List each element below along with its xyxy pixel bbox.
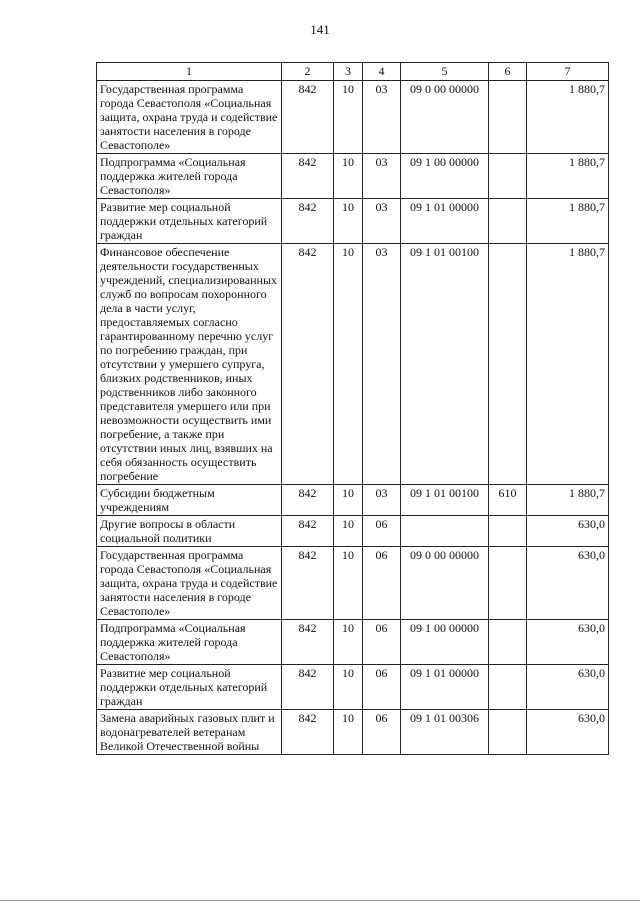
subsection-code: 06 (363, 710, 401, 755)
target-item-code: 09 1 00 00000 (401, 154, 489, 199)
section-code: 10 (334, 244, 363, 485)
page-number: 141 (310, 22, 330, 37)
amount: 1 880,7 (527, 485, 609, 516)
column-header: 1 (97, 63, 282, 81)
amount: 630,0 (527, 665, 609, 710)
row-name: Финансовое обеспечение деятельности государственных учреждений, специализированных служб по вопросам похоронного дела в части услуг, предоставляемых согласно гарантированному перечню услуг по погребению граждан, при отсутствии у умершего супруга, близких родственников, иных родственников либо законного представителя умершего или при невозможности осуществить ими погребение, а также при отсутствии иных лиц, взявших на себя обязанность осуществить погребение (97, 244, 282, 485)
table-row (97, 81, 609, 154)
target-item-code: 09 1 01 00306 (401, 710, 489, 755)
amount: 1 880,7 (527, 199, 609, 244)
dept-code: 842 (282, 620, 334, 665)
amount: 630,0 (527, 516, 609, 547)
expense-type-code: 610 (489, 485, 527, 516)
table-row (97, 485, 609, 516)
column-header: 7 (527, 63, 609, 81)
section-code: 10 (334, 81, 363, 154)
expense-type-code (489, 154, 527, 199)
row-name: Подпрограмма «Социальная поддержка жителей города Севастополя» (97, 620, 282, 665)
section-code: 10 (334, 665, 363, 710)
amount: 630,0 (527, 620, 609, 665)
column-header: 4 (363, 63, 401, 81)
expense-type-code (489, 710, 527, 755)
section-code: 10 (334, 710, 363, 755)
target-item-code: 09 1 01 00000 (401, 199, 489, 244)
table-row (97, 516, 609, 547)
expense-type-code (489, 516, 527, 547)
target-item-code: 09 1 00 00000 (401, 620, 489, 665)
target-item-code: 09 1 01 00100 (401, 485, 489, 516)
section-code: 10 (334, 199, 363, 244)
dept-code: 842 (282, 485, 334, 516)
row-name: Развитие мер социальной поддержки отдельных категорий граждан (97, 199, 282, 244)
table-row (97, 244, 609, 485)
row-name: Другие вопросы в области социальной политики (97, 516, 282, 547)
target-item-code: 09 1 01 00000 (401, 665, 489, 710)
dept-code: 842 (282, 199, 334, 244)
table-row (97, 547, 609, 620)
column-header: 3 (334, 63, 363, 81)
column-header: 6 (489, 63, 527, 81)
section-code: 10 (334, 485, 363, 516)
amount: 1 880,7 (527, 81, 609, 154)
table-row (97, 154, 609, 199)
table-row (97, 620, 609, 665)
row-name: Государственная программа города Севастополя «Социальная защита, охрана труда и содействие занятости населения в городе Севастополе» (97, 547, 282, 620)
amount: 1 880,7 (527, 244, 609, 485)
row-name: Подпрограмма «Социальная поддержка жителей города Севастополя» (97, 154, 282, 199)
table-header-row (97, 63, 609, 81)
row-name: Развитие мер социальной поддержки отдельных категорий граждан (97, 665, 282, 710)
target-item-code: 09 1 01 00100 (401, 244, 489, 485)
dept-code: 842 (282, 516, 334, 547)
column-header: 5 (401, 63, 489, 81)
expense-type-code (489, 244, 527, 485)
table-row (97, 710, 609, 755)
amount: 1 880,7 (527, 154, 609, 199)
target-item-code: 09 0 00 00000 (401, 547, 489, 620)
dept-code: 842 (282, 244, 334, 485)
subsection-code: 06 (363, 665, 401, 710)
row-name: Государственная программа города Севастополя «Социальная защита, охрана труда и содействие занятости населения в городе Севастополе» (97, 81, 282, 154)
column-header: 2 (282, 63, 334, 81)
subsection-code: 03 (363, 485, 401, 516)
dept-code: 842 (282, 710, 334, 755)
subsection-code: 03 (363, 244, 401, 485)
target-item-code (401, 516, 489, 547)
expense-type-code (489, 199, 527, 244)
budget-table (96, 62, 609, 755)
section-code: 10 (334, 154, 363, 199)
subsection-code: 06 (363, 516, 401, 547)
table-row (97, 665, 609, 710)
section-code: 10 (334, 516, 363, 547)
dept-code: 842 (282, 547, 334, 620)
subsection-code: 03 (363, 199, 401, 244)
row-name: Субсидии бюджетным учреждениям (97, 485, 282, 516)
target-item-code: 09 0 00 00000 (401, 81, 489, 154)
dept-code: 842 (282, 81, 334, 154)
table-row (97, 199, 609, 244)
page-bottom-divider (0, 900, 640, 901)
subsection-code: 03 (363, 81, 401, 154)
subsection-code: 06 (363, 620, 401, 665)
section-code: 10 (334, 547, 363, 620)
expense-type-code (489, 620, 527, 665)
row-name: Замена аварийных газовых плит и водонагревателей ветеранам Великой Отечественной войны (97, 710, 282, 755)
expense-type-code (489, 81, 527, 154)
expense-type-code (489, 547, 527, 620)
expense-type-code (489, 665, 527, 710)
subsection-code: 03 (363, 154, 401, 199)
section-code: 10 (334, 620, 363, 665)
amount: 630,0 (527, 710, 609, 755)
dept-code: 842 (282, 154, 334, 199)
dept-code: 842 (282, 665, 334, 710)
amount: 630,0 (527, 547, 609, 620)
subsection-code: 06 (363, 547, 401, 620)
